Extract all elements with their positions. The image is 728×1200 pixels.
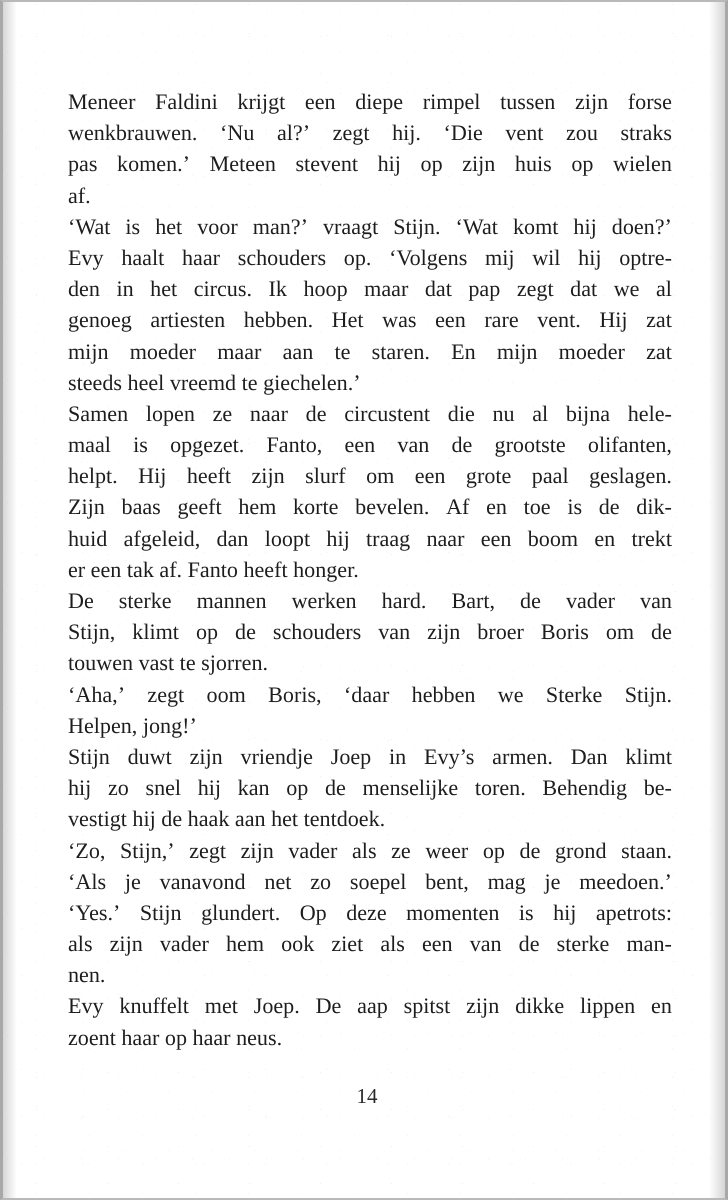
paragraph <box>68 741 672 835</box>
paragraph <box>68 585 672 679</box>
text-line: touwen vast te sjorren. <box>68 650 269 676</box>
text-line: steeds heel vreemd te giechelen.’ <box>68 369 361 395</box>
text-line: Samen lopen ze naar de circustent die nu al bijna hele- <box>68 400 672 426</box>
text-line: De sterke mannen werken hard. Bart, de vader van <box>68 588 672 613</box>
paragraph <box>68 398 672 585</box>
text-line: helpt. Hij heeft zijn slurf om een grote paal geslagen. <box>68 463 672 489</box>
paragraph <box>68 990 672 1052</box>
text-line: pas komen.’ Meteen stevent hij op zijn huis op wielen <box>68 151 672 177</box>
text-line: ‘Zo, Stijn,’ zegt zijn vader als ze weer op de grond staan. <box>68 837 672 863</box>
text-line: als zijn vader hem ook ziet als een van de sterke man- <box>68 931 672 957</box>
text-line: genoeg artiesten hebben. Het was een rare vent. Hij zat <box>68 307 672 333</box>
text-line: hij zo snel hij kan op de menselijke toren. Behendig be- <box>68 775 672 801</box>
text-line: huid afgeleid, dan loopt hij traag naar een boom en trekt <box>68 525 672 551</box>
text-line: Stijn duwt zijn vriendje Joep in Evy’s armen. Dan klimt <box>68 743 672 769</box>
text-line: Meneer Faldini krijgt een diepe rimpel tussen zijn forse <box>68 89 672 114</box>
text-line: ‘Als je vanavond net zo soepel bent, mag je meedoen.’ <box>68 868 672 894</box>
text-line: ‘Yes.’ Stijn glundert. Op deze momenten is hij apetrots: <box>68 899 672 925</box>
paragraph <box>68 835 672 991</box>
text-line: af. <box>68 182 91 208</box>
text-line: Stijn, klimt op de schouders van zijn broer Boris om de <box>68 619 672 645</box>
paragraph <box>68 679 672 741</box>
text-line: vestigt hij de haak aan het tentdoek. <box>68 806 386 832</box>
text-line: zoent haar op haar neus. <box>68 1024 283 1050</box>
text-line: mijn moeder maar aan te staren. En mijn moeder zat <box>68 338 672 364</box>
page-number: 14 <box>356 1084 378 1108</box>
text-line: wenkbrauwen. ‘Nu al?’ zegt hij. ‘Die vent zou straks <box>68 120 672 146</box>
text-line: er een tak af. Fanto heeft honger. <box>68 556 359 582</box>
text-line: Evy haalt haar schouders op. ‘Volgens mij wil hij optre- <box>68 244 672 270</box>
paragraph <box>68 86 672 211</box>
text-line: ‘Wat is het voor man?’ vraagt Stijn. ‘Wat komt hij doen?’ <box>68 213 672 239</box>
paragraph <box>68 211 672 398</box>
text-line: ‘Aha,’ zegt oom Boris, ‘daar hebben we Sterke Stijn. <box>68 681 672 707</box>
text-line: Evy knuffelt met Joep. De aap spitst zijn dikke lippen en <box>68 993 672 1019</box>
text-line: Helpen, jong!’ <box>68 712 197 738</box>
body-text-column <box>68 86 672 1053</box>
text-line: maal is opgezet. Fanto, een van de grootste olifanten, <box>68 432 672 458</box>
text-line: den in het circus. Ik hoop maar dat pap zegt dat we al <box>68 276 672 302</box>
text-line: Zijn baas geeft hem korte bevelen. Af en toe is de dik- <box>68 494 672 520</box>
text-line: nen. <box>68 962 106 988</box>
